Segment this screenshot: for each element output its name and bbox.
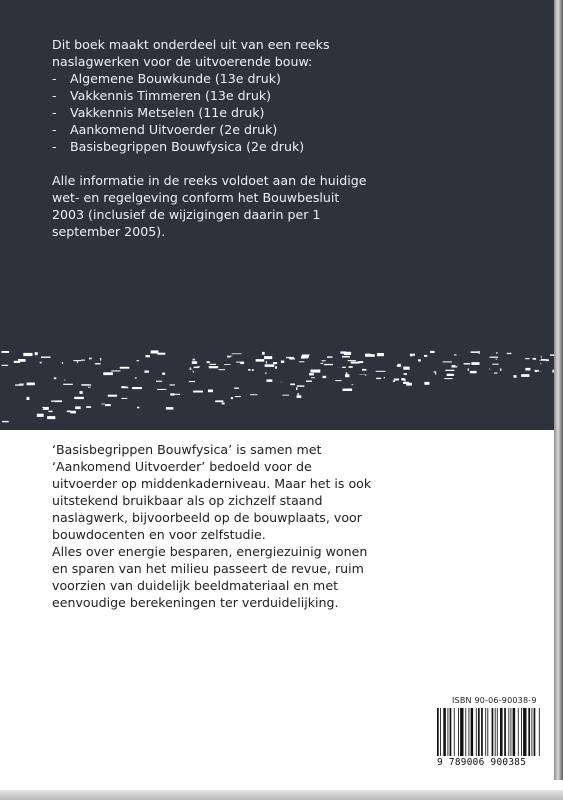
intro-text: Dit boek maakt onderdeel uit van een reeks naslagwerken voor de uitvoerende bouw:: [52, 37, 330, 69]
description-paragraph-1: ‘Basisbegrippen Bouwfysica’ is samen met ‘Aankomend Uitvoerder’ bedoeld voor de uitvoerder op middenkaderniveau. Maar het is ook uitstekend bruikbaar als op zichzelf staand naslagwerk, bijvoorbeeld op de bouwplaats, voor bouwdocenten en voor zelfstudie.: [52, 442, 372, 542]
page-edge-bottom: [0, 790, 563, 800]
series-item-title: Algemene Bouwkunde (13e druk): [70, 71, 281, 86]
series-item-title: Vakkennis Timmeren (13e druk): [70, 88, 272, 103]
series-item: [52, 87, 372, 104]
description-paragraph-2: Alles over energie besparen, energiezuinig wonen en sparen van het milieu passeert de revue, ruim voorzien van duidelijk beeldmateriaal en met eenvoudige berekeningen ter verduidelijking.: [52, 544, 368, 610]
series-info-block: [52, 36, 372, 240]
series-item: [52, 138, 372, 155]
list-dash: -: [52, 122, 57, 137]
description-block: [52, 441, 372, 611]
list-dash: -: [52, 105, 57, 120]
list-dash: -: [52, 71, 57, 86]
barcode-digits: 9 789006 900385: [437, 757, 527, 768]
series-item-title: Vakkennis Metselen (11e druk): [70, 105, 265, 120]
isbn-label: ISBN 90-06-90038-9: [452, 696, 537, 705]
brush-stroke-edge: [0, 350, 563, 440]
series-list: [52, 70, 372, 155]
list-dash: -: [52, 139, 57, 154]
page-edge-right: [554, 0, 563, 780]
series-item-title: Aankomend Uitvoerder (2e druk): [70, 122, 278, 137]
series-item: [52, 121, 372, 138]
series-item-title: Basisbegrippen Bouwfysica (2e druk): [70, 139, 305, 154]
list-dash: -: [52, 88, 57, 103]
series-item: [52, 104, 372, 121]
barcode: [437, 708, 549, 756]
regulation-note: Alle informatie in de reeks voldoet aan de huidige wet- en regelgeving conform het Bouwbesluit 2003 (inclusief de wijzigingen daarin per 1 september 2005).: [52, 173, 367, 239]
series-item: [52, 70, 372, 87]
